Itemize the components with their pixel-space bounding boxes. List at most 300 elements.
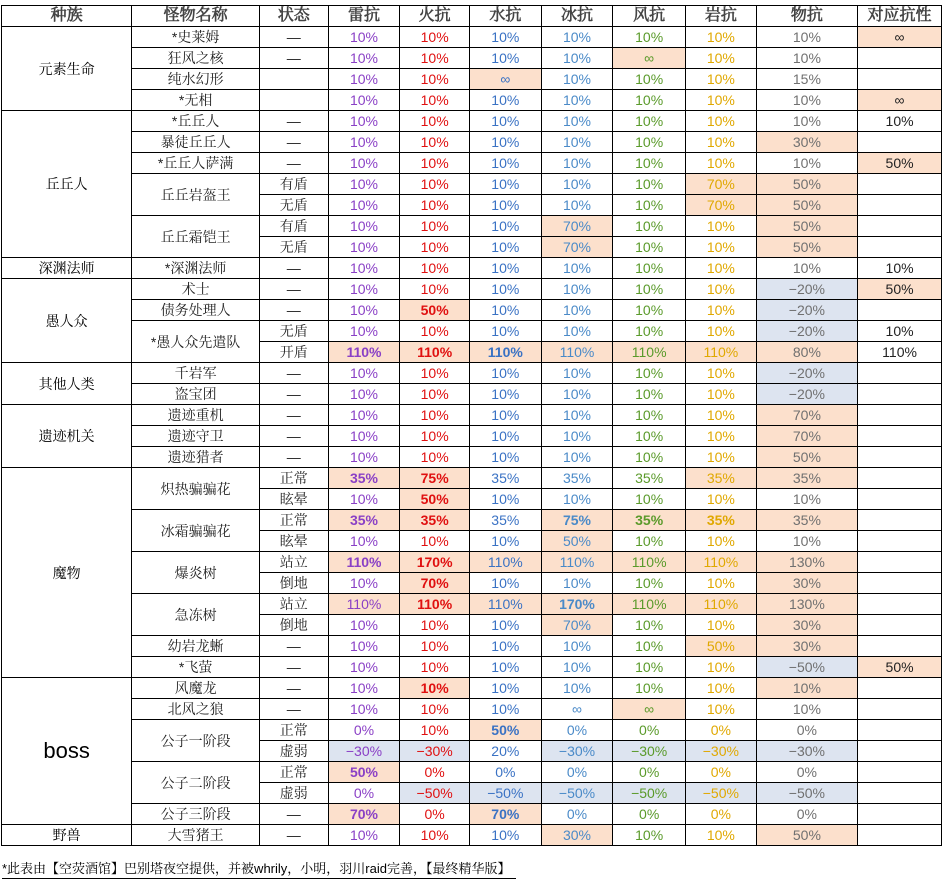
table-row (2, 90, 942, 111)
resistance-value-cell: 10% (469, 615, 541, 636)
resistance-value-cell: 10% (541, 279, 613, 300)
monster-name-cell: 冰霜骗骗花 (132, 510, 260, 552)
monster-name-cell: 盗宝团 (132, 384, 260, 405)
resistance-value-cell: 10% (541, 153, 613, 174)
state-cell: — (259, 153, 328, 174)
resistance-value-cell: 10% (756, 111, 857, 132)
resistance-value-cell: −50% (613, 783, 686, 804)
resistance-value-cell: 10% (756, 678, 857, 699)
resistance-value-cell: 10% (541, 657, 613, 678)
resistance-value-cell: 10% (613, 300, 686, 321)
resistance-value-cell: 110% (469, 594, 541, 615)
resistance-value-cell: 10% (686, 132, 757, 153)
resistance-value-cell: 10% (756, 48, 857, 69)
resistance-value-cell: 110% (686, 552, 757, 573)
monster-name-cell: 风魔龙 (132, 678, 260, 699)
resistance-value-cell: 10% (400, 216, 470, 237)
resistance-value-cell: 10% (756, 153, 857, 174)
resistance-value-cell: 0% (756, 804, 857, 825)
resistance-value-cell: 0% (328, 783, 400, 804)
resistance-value-cell: 35% (328, 510, 400, 531)
resistance-value-cell: 70% (328, 804, 400, 825)
resistance-value-cell: 10% (328, 132, 400, 153)
resistance-value-cell: 30% (756, 132, 857, 153)
resistance-value-cell: 10% (328, 825, 400, 846)
resistance-value-cell: 10% (469, 426, 541, 447)
state-cell: — (259, 699, 328, 720)
state-cell: — (259, 279, 328, 300)
resistance-value-cell: 10% (756, 699, 857, 720)
resistance-value-cell: 10% (613, 405, 686, 426)
resistance-value-cell: 10% (469, 384, 541, 405)
resistance-value-cell: 10% (400, 447, 470, 468)
resistance-value-cell: 10% (541, 405, 613, 426)
state-cell: 虚弱 (259, 783, 328, 804)
table-row (2, 636, 942, 657)
resistance-value-cell: 70% (541, 216, 613, 237)
resistance-value-cell (858, 489, 942, 510)
state-cell: — (259, 384, 328, 405)
resistance-value-cell: 10% (613, 573, 686, 594)
resistance-value-cell (858, 48, 942, 69)
resistance-value-cell: 10% (469, 90, 541, 111)
resistance-value-cell: 10% (469, 699, 541, 720)
resistance-value-cell: 110% (541, 342, 613, 363)
resistance-value-cell: 10% (686, 825, 757, 846)
resistance-value-cell: 10% (541, 195, 613, 216)
resistance-value-cell: 10% (756, 90, 857, 111)
header-elec: 雷抗 (328, 6, 400, 27)
resistance-value-cell: 10% (400, 111, 470, 132)
resistance-value-cell: 10% (328, 300, 400, 321)
resistance-value-cell: 10% (541, 27, 613, 48)
resistance-value-cell: 50% (756, 216, 857, 237)
monster-name-cell: 纯水幻形 (132, 69, 260, 90)
monster-name-cell: 丘丘岩盔王 (132, 174, 260, 216)
resistance-value-cell (858, 720, 942, 741)
resistance-value-cell (858, 405, 942, 426)
monster-name-cell: 大雪猪王 (132, 825, 260, 846)
resistance-value-cell: 10% (613, 279, 686, 300)
resistance-value-cell (858, 531, 942, 552)
resistance-value-cell: 10% (469, 27, 541, 48)
resistance-value-cell: 110% (469, 342, 541, 363)
resistance-value-cell: 170% (541, 594, 613, 615)
resistance-value-cell: 75% (400, 468, 470, 489)
race-cell: 元素生命 (2, 27, 132, 111)
resistance-value-cell: 50% (328, 762, 400, 783)
state-cell (259, 69, 328, 90)
table-row (2, 27, 942, 48)
resistance-value-cell: 10% (686, 657, 757, 678)
resistance-value-cell: 110% (400, 594, 470, 615)
table-row (2, 762, 942, 783)
resistance-value-cell (858, 510, 942, 531)
footnote: *此表由【空荧酒馆】巴别塔夜空提供，并被whrily，小明，羽川raid完善，【最终精华版】 (2, 860, 516, 879)
resistance-value-cell: 10% (469, 279, 541, 300)
resistance-value-cell: 35% (756, 468, 857, 489)
resistance-value-cell: 10% (469, 153, 541, 174)
resistance-value-cell: 10% (613, 363, 686, 384)
state-cell: 无盾 (259, 195, 328, 216)
resistance-value-cell: 35% (469, 468, 541, 489)
resistance-value-cell: 0% (613, 804, 686, 825)
state-cell: 正常 (259, 510, 328, 531)
state-cell: 站立 (259, 594, 328, 615)
resistance-value-cell: 10% (400, 699, 470, 720)
resistance-value-cell: 35% (613, 468, 686, 489)
header-race: 种族 (2, 6, 132, 27)
resistance-value-cell: 10% (686, 531, 757, 552)
resistance-value-cell: −20% (756, 279, 857, 300)
resistance-value-cell: 10% (541, 90, 613, 111)
resistance-value-cell: 10% (858, 111, 942, 132)
race-cell: 野兽 (2, 825, 132, 846)
resistance-value-cell: 10% (613, 111, 686, 132)
resistance-value-cell: 35% (400, 510, 470, 531)
resistance-value-cell (858, 384, 942, 405)
resistance-value-cell: 10% (686, 321, 757, 342)
resistance-value-cell: 10% (613, 489, 686, 510)
resistance-value-cell: 10% (613, 132, 686, 153)
monster-name-cell: 幼岩龙蜥 (132, 636, 260, 657)
resistance-value-cell: 10% (686, 258, 757, 279)
table-row (2, 363, 942, 384)
resistance-value-cell: 10% (613, 27, 686, 48)
resistance-value-cell: 50% (541, 531, 613, 552)
monster-name-cell: 术士 (132, 279, 260, 300)
resistance-value-cell: 0% (469, 762, 541, 783)
resistance-value-cell: −50% (756, 783, 857, 804)
resistance-value-cell: 75% (541, 510, 613, 531)
resistance-value-cell: 10% (541, 69, 613, 90)
resistance-value-cell: 10% (613, 153, 686, 174)
table-row (2, 825, 942, 846)
resistance-value-cell: 10% (686, 111, 757, 132)
resistance-value-cell: 0% (686, 762, 757, 783)
resistance-value-cell: 10% (328, 657, 400, 678)
resistance-value-cell: 10% (400, 384, 470, 405)
resistance-value-cell: 50% (469, 720, 541, 741)
resistance-value-cell: 10% (613, 384, 686, 405)
resistance-value-cell: 10% (858, 321, 942, 342)
resistance-value-cell: −50% (541, 783, 613, 804)
resistance-value-cell: 10% (469, 300, 541, 321)
resistance-value-cell (858, 447, 942, 468)
resistance-value-cell (858, 636, 942, 657)
resistance-value-cell (858, 174, 942, 195)
resistance-value-cell: 50% (858, 153, 942, 174)
resistance-value-cell: 10% (469, 111, 541, 132)
table-row (2, 132, 942, 153)
state-cell (259, 90, 328, 111)
table-row (2, 699, 942, 720)
monster-name-cell: 炽热骗骗花 (132, 468, 260, 510)
resistance-value-cell: 10% (400, 531, 470, 552)
resistance-value-cell: 110% (328, 552, 400, 573)
table-row (2, 111, 942, 132)
resistance-value-cell: 10% (400, 426, 470, 447)
resistance-value-cell: 10% (328, 489, 400, 510)
state-cell: 站立 (259, 552, 328, 573)
state-cell: — (259, 300, 328, 321)
resistance-value-cell: 50% (756, 825, 857, 846)
resistance-value-cell: 10% (469, 678, 541, 699)
resistance-value-cell: −50% (756, 657, 857, 678)
race-cell: 愚人众 (2, 279, 132, 363)
resistance-value-cell: 70% (756, 405, 857, 426)
resistance-value-cell: 10% (686, 489, 757, 510)
resistance-value-cell (858, 741, 942, 762)
resistance-value-cell: 10% (469, 132, 541, 153)
table-row (2, 510, 942, 531)
resistance-value-cell: −20% (756, 300, 857, 321)
resistance-value-cell: 10% (469, 237, 541, 258)
resistance-value-cell: 10% (469, 195, 541, 216)
resistance-value-cell: 10% (328, 69, 400, 90)
resistance-value-cell: −30% (613, 741, 686, 762)
resistance-value-cell: 10% (686, 279, 757, 300)
resistance-value-cell: 10% (613, 657, 686, 678)
resistance-value-cell (858, 363, 942, 384)
resistance-value-cell: 10% (756, 27, 857, 48)
resistance-value-cell: 30% (541, 825, 613, 846)
resistance-value-cell (858, 594, 942, 615)
resistance-value-cell: 10% (686, 69, 757, 90)
table-row (2, 426, 942, 447)
resistance-value-cell: 10% (613, 615, 686, 636)
race-cell: 其他人类 (2, 363, 132, 405)
resistance-value-cell: 170% (400, 552, 470, 573)
resistance-value-cell: −50% (686, 783, 757, 804)
monster-name-cell: 遗迹猎者 (132, 447, 260, 468)
table-row (2, 216, 942, 237)
resistance-value-cell: 20% (469, 741, 541, 762)
resistance-value-cell (858, 132, 942, 153)
resistance-value-cell: 35% (541, 468, 613, 489)
resistance-value-cell: 10% (686, 615, 757, 636)
monster-name-cell: *愚人众先遣队 (132, 321, 260, 363)
resistance-value-cell: 10% (541, 174, 613, 195)
state-cell: 倒地 (259, 615, 328, 636)
resistance-value-cell: 10% (686, 573, 757, 594)
header-water: 水抗 (469, 6, 541, 27)
resistance-value-cell: 35% (686, 468, 757, 489)
resistance-value-cell: 10% (400, 825, 470, 846)
monster-name-cell: *丘丘人 (132, 111, 260, 132)
header-row (2, 6, 942, 27)
resistance-value-cell: 50% (756, 237, 857, 258)
resistance-value-cell: 10% (541, 384, 613, 405)
resistance-value-cell: 10% (686, 426, 757, 447)
resistance-value-cell: 0% (686, 720, 757, 741)
table-body (2, 27, 942, 846)
resistance-value-cell: 10% (400, 27, 470, 48)
resistance-value-cell: 0% (686, 804, 757, 825)
resistance-value-cell: 50% (400, 489, 470, 510)
resistance-value-cell (858, 69, 942, 90)
resistance-value-cell: 110% (858, 342, 942, 363)
resistance-value-cell: 10% (858, 258, 942, 279)
resistance-value-cell: 30% (756, 615, 857, 636)
resistance-value-cell: 15% (756, 69, 857, 90)
state-cell: — (259, 678, 328, 699)
table-row (2, 447, 942, 468)
monster-name-cell: 丘丘霜铠王 (132, 216, 260, 258)
resistance-value-cell (858, 783, 942, 804)
table-row (2, 405, 942, 426)
monster-name-cell: 遗迹重机 (132, 405, 260, 426)
monster-name-cell: 公子二阶段 (132, 762, 260, 804)
resistance-value-cell: 10% (400, 153, 470, 174)
resistance-value-cell (858, 825, 942, 846)
resistance-value-cell: 10% (469, 405, 541, 426)
monster-name-cell: *无相 (132, 90, 260, 111)
table-row (2, 804, 942, 825)
resistance-value-cell: 0% (613, 720, 686, 741)
resistance-value-cell: 10% (328, 405, 400, 426)
state-cell: 虚弱 (259, 741, 328, 762)
resistance-value-cell (858, 237, 942, 258)
resistance-value-cell (858, 552, 942, 573)
state-cell: 眩晕 (259, 531, 328, 552)
table-row (2, 48, 942, 69)
resistance-value-cell: 30% (756, 636, 857, 657)
resistance-value-cell: 10% (541, 321, 613, 342)
resistance-value-cell: 10% (469, 321, 541, 342)
monster-name-cell: 公子一阶段 (132, 720, 260, 762)
resistance-value-cell: 130% (756, 552, 857, 573)
resistance-value-cell: 10% (756, 489, 857, 510)
monster-name-cell: 爆炎树 (132, 552, 260, 594)
table-row (2, 384, 942, 405)
header-fire: 火抗 (400, 6, 470, 27)
resistance-value-cell: 10% (469, 258, 541, 279)
state-cell: — (259, 426, 328, 447)
resistance-value-cell (858, 573, 942, 594)
resistance-value-cell: 50% (686, 636, 757, 657)
resistance-value-cell: 10% (400, 678, 470, 699)
resistance-value-cell: 10% (400, 405, 470, 426)
resistance-value-cell: 10% (613, 426, 686, 447)
state-cell: 倒地 (259, 573, 328, 594)
resistance-value-cell: 10% (613, 237, 686, 258)
resistance-value-cell: 10% (613, 195, 686, 216)
resistance-value-cell: 10% (328, 363, 400, 384)
resistance-value-cell: 50% (858, 279, 942, 300)
resistance-value-cell: 10% (541, 636, 613, 657)
resistance-value-cell: 50% (400, 300, 470, 321)
resistance-value-cell: 10% (541, 363, 613, 384)
resistance-value-cell: −20% (756, 363, 857, 384)
resistance-value-cell: 10% (469, 825, 541, 846)
table-row (2, 174, 942, 195)
resistance-value-cell: 10% (756, 531, 857, 552)
state-cell: 有盾 (259, 216, 328, 237)
state-cell: — (259, 447, 328, 468)
state-cell: — (259, 363, 328, 384)
state-cell: 正常 (259, 720, 328, 741)
state-cell: 眩晕 (259, 489, 328, 510)
resistance-value-cell: 110% (541, 552, 613, 573)
resistance-value-cell: 10% (469, 531, 541, 552)
resistance-value-cell: 10% (469, 216, 541, 237)
race-cell: boss (2, 678, 132, 825)
resistance-value-cell: 10% (328, 699, 400, 720)
resistance-value-cell: 10% (400, 174, 470, 195)
resistance-value-cell: 10% (328, 636, 400, 657)
resistance-value-cell: 10% (328, 384, 400, 405)
resistance-value-cell: 50% (756, 447, 857, 468)
resistance-value-cell: 10% (328, 111, 400, 132)
resistance-value-cell: 10% (469, 489, 541, 510)
resistance-value-cell: −30% (400, 741, 470, 762)
resistance-value-cell: 10% (469, 573, 541, 594)
resistance-value-cell (858, 300, 942, 321)
resistance-value-cell (858, 615, 942, 636)
resistance-value-cell: ∞ (858, 90, 942, 111)
resistance-value-cell: 10% (400, 132, 470, 153)
resistance-value-cell: −20% (756, 321, 857, 342)
table-row (2, 69, 942, 90)
resistance-value-cell: 30% (756, 573, 857, 594)
resistance-value-cell (858, 699, 942, 720)
resistance-value-cell: 10% (541, 573, 613, 594)
resistance-value-cell: 10% (400, 279, 470, 300)
resistance-value-cell (858, 678, 942, 699)
table-row (2, 258, 942, 279)
monster-name-cell: *深渊法师 (132, 258, 260, 279)
race-cell: 深渊法师 (2, 258, 132, 279)
resistance-value-cell: 10% (328, 216, 400, 237)
header-ice: 冰抗 (541, 6, 613, 27)
resistance-value-cell (858, 762, 942, 783)
resistance-value-cell: 10% (400, 321, 470, 342)
resistance-value-cell (858, 426, 942, 447)
state-cell: 正常 (259, 762, 328, 783)
race-cell: 丘丘人 (2, 111, 132, 258)
monster-name-cell: 公子三阶段 (132, 804, 260, 825)
resistance-value-cell: 10% (400, 258, 470, 279)
resistance-value-cell (858, 468, 942, 489)
resistance-value-cell: 10% (613, 531, 686, 552)
resistance-value-cell: 10% (686, 216, 757, 237)
resistance-value-cell: 110% (613, 342, 686, 363)
resistance-value-cell: 10% (328, 153, 400, 174)
state-cell: — (259, 405, 328, 426)
resistance-value-cell: −30% (328, 741, 400, 762)
monster-name-cell: 债务处理人 (132, 300, 260, 321)
resistance-value-cell: 0% (541, 720, 613, 741)
resistance-value-cell: 10% (686, 153, 757, 174)
resistance-value-cell: ∞ (469, 69, 541, 90)
race-cell: 魔物 (2, 468, 132, 678)
table-row (2, 468, 942, 489)
resistance-value-cell: 10% (613, 678, 686, 699)
resistance-value-cell: −30% (756, 741, 857, 762)
resistance-value-cell: ∞ (541, 699, 613, 720)
state-cell: 开盾 (259, 342, 328, 363)
resistance-value-cell: 0% (613, 762, 686, 783)
resistance-value-cell: −50% (469, 783, 541, 804)
monster-name-cell: 千岩军 (132, 363, 260, 384)
resistance-value-cell: −30% (541, 741, 613, 762)
resistance-value-cell: −50% (400, 783, 470, 804)
state-cell: — (259, 132, 328, 153)
resistance-value-cell: 110% (400, 342, 470, 363)
state-cell: — (259, 27, 328, 48)
resistance-value-cell: 110% (328, 342, 400, 363)
